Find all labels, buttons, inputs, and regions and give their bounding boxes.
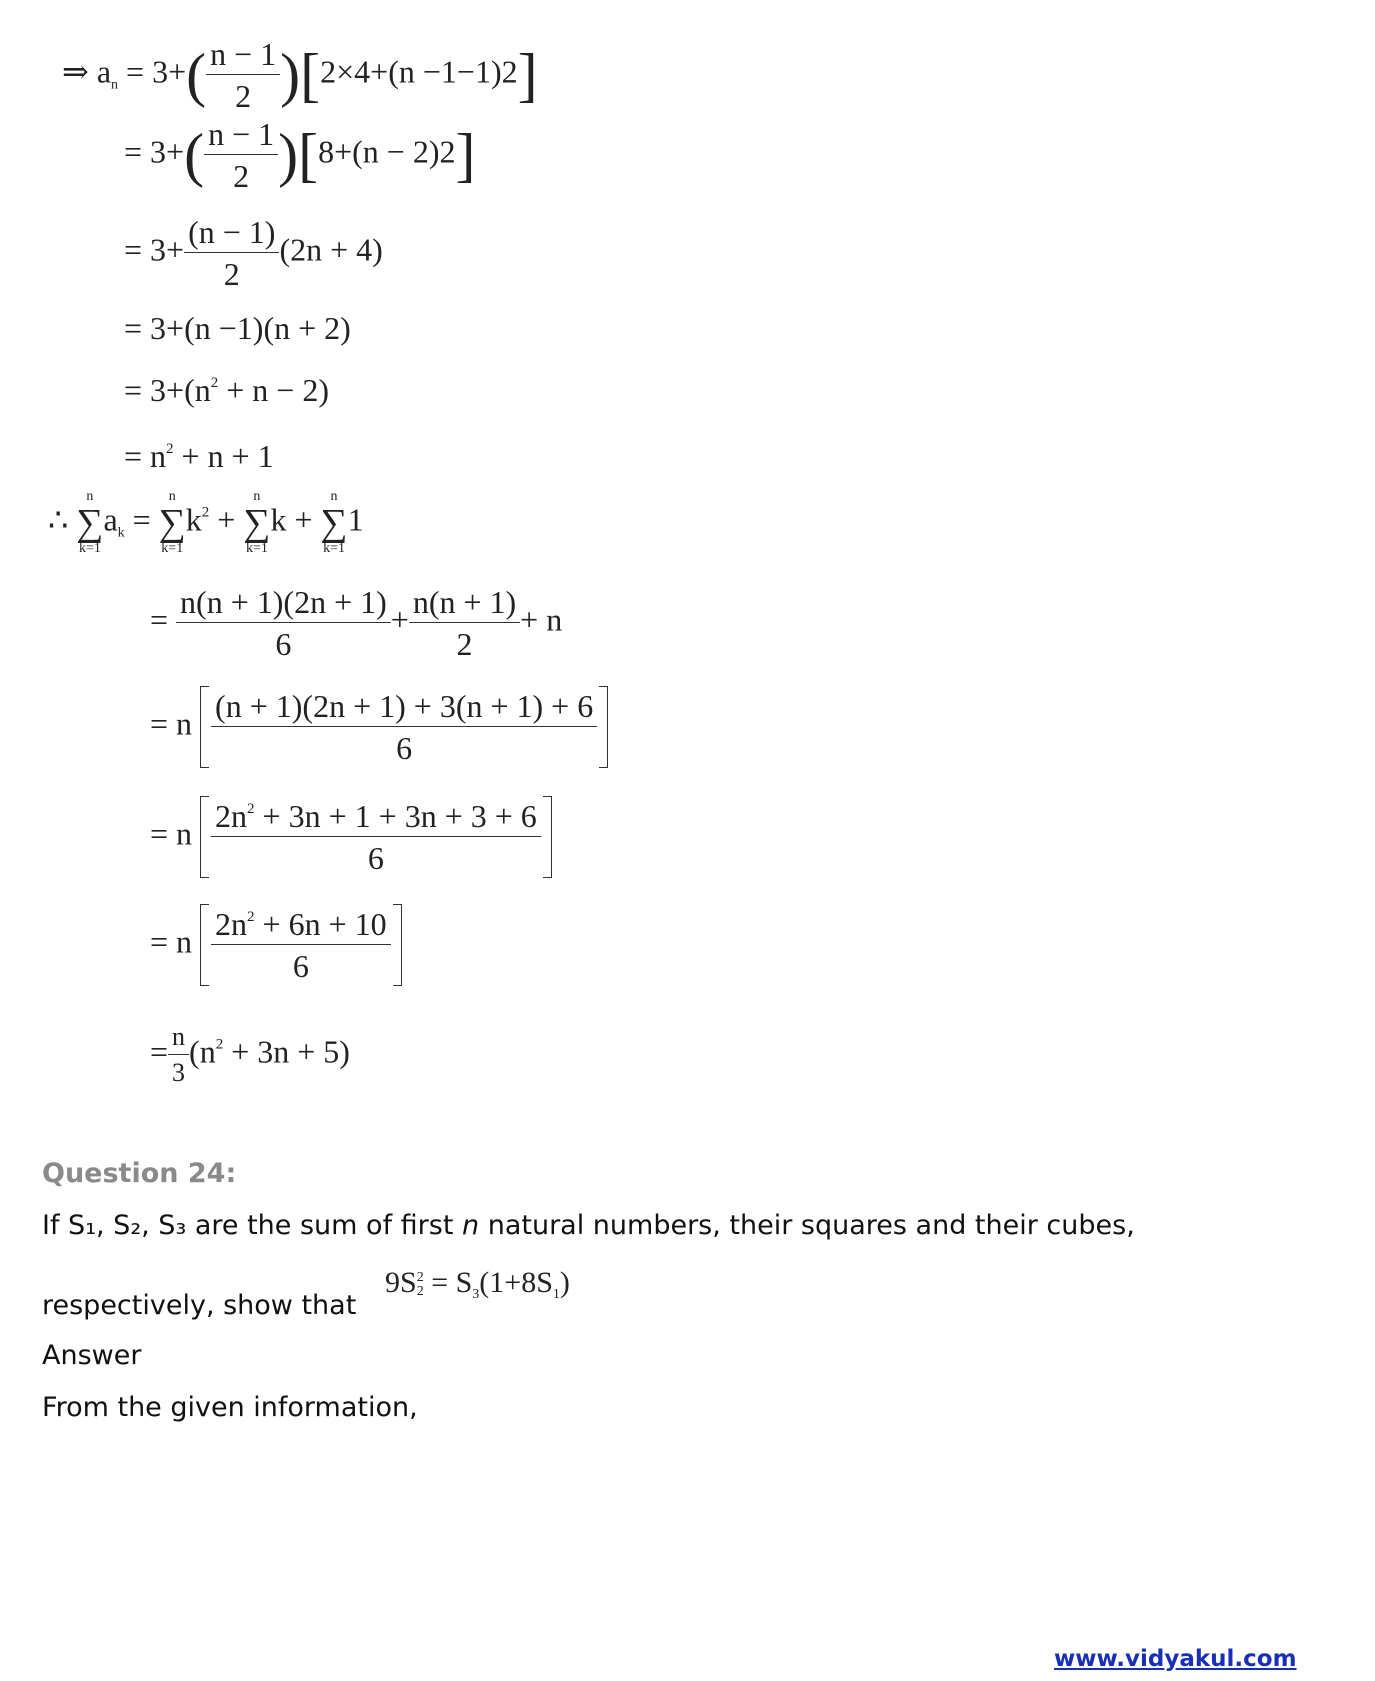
equals: = [124, 501, 159, 538]
step-1 [150, 586, 562, 660]
equals-n: = n [150, 923, 193, 960]
formula-part: = S [423, 1266, 473, 1299]
paren-open: ( [186, 42, 207, 108]
term-a: a [103, 501, 118, 538]
fraction-sum-squares: $\frac{n(n + 1)(2n + 1)}{6}$ [176, 586, 391, 660]
term-k: k [270, 501, 287, 538]
step-4 [150, 904, 402, 986]
exponent: 2 [210, 375, 219, 391]
sum-one: n ∑ k=1 [320, 489, 348, 556]
step-5 [150, 1024, 350, 1086]
implies-an: ⇒ a [62, 53, 112, 90]
bracket-open: [ [300, 42, 321, 108]
fraction: $\frac{2n^2 + 3n + 1 + 3n + 3 + 6}{6}$ [201, 796, 551, 878]
bracket-close: ] [517, 42, 538, 108]
fraction-sum-naturals: $\frac{n(n + 1)}{2}$ [409, 586, 520, 660]
subscript: 1 [552, 1287, 560, 1302]
exponent: 2 [201, 504, 210, 521]
plus: + [209, 501, 244, 538]
eq-three-plus: = 3+ [124, 231, 185, 268]
equation-line-3 [124, 216, 383, 290]
plus: + [286, 501, 321, 538]
equals: = [150, 601, 169, 638]
question-heading: Question 24: [42, 1158, 237, 1189]
fraction: $\frac{(n + 1)(2n + 1) + 3(n + 1) + 6}{6}$ [201, 686, 607, 768]
bracket-fraction [200, 686, 608, 768]
answer-label: Answer [42, 1340, 142, 1371]
bracket-fraction [200, 904, 402, 986]
formula-part: 9S [385, 1266, 417, 1299]
fraction-n-minus-1-over-2: $\frac{n - 1}{2}$ [206, 38, 280, 112]
italic-n: n [462, 1210, 480, 1241]
expr-post: + n + 1 [173, 438, 274, 474]
bracket-fraction [200, 796, 552, 878]
expr-post: + 3n + 5) [223, 1033, 350, 1070]
paren-close: ) [280, 42, 301, 108]
plus: + [390, 601, 409, 638]
exponent: 2 [215, 1036, 224, 1053]
formula-part: (1+8S [479, 1266, 553, 1299]
question-text-line-2: respectively, show that [42, 1290, 357, 1321]
factor-2n-plus-4: (2n + 4) [279, 231, 383, 268]
exponent: 2 [166, 441, 174, 457]
subscript-n: n [111, 77, 119, 93]
equation-line-4 [124, 312, 351, 344]
equals-n: = n [150, 815, 193, 852]
term-one: 1 [347, 501, 364, 538]
fraction-n-over-3: $\frac{n}{3}$ [168, 1024, 189, 1086]
expr-pre: = n [124, 438, 167, 474]
equation-line-6 [124, 440, 274, 472]
subscript: 3 [472, 1287, 480, 1302]
sum-k: n ∑ k=1 [243, 489, 271, 556]
text: natural numbers, their squares and their cubes, [479, 1210, 1135, 1241]
sum-ak: n ∑ k=1 [76, 489, 104, 556]
equals-n: = n [150, 705, 193, 742]
bracket-close: ] [455, 122, 476, 188]
plus-n: + n [520, 601, 563, 638]
paren-open: ( [184, 122, 205, 188]
summation-line [48, 490, 364, 556]
equals: = [150, 1033, 169, 1070]
formula-supsub: 2 2 [416, 1270, 424, 1300]
equation-line-1 [62, 38, 538, 112]
expr-pre: = 3+(n [124, 372, 211, 408]
bracket-open: [ [298, 122, 319, 188]
bracket-content: 2×4+(n −1−1)2 [320, 53, 518, 90]
paren-close: ) [278, 122, 299, 188]
therefore-symbol: ∴ [48, 501, 69, 538]
equation-line-2 [124, 118, 475, 192]
expr-post: + n − 2) [218, 372, 329, 408]
text: If S₁, S₂, S₃ are the sum of first [42, 1210, 463, 1241]
question-formula [385, 1268, 570, 1302]
equation-line-5 [124, 374, 329, 406]
formula-part: ) [559, 1266, 570, 1299]
eq-three-plus: = 3+ [118, 53, 187, 90]
step-2 [150, 686, 608, 768]
term-k: k [185, 501, 202, 538]
bracket-content: 8+(n − 2)2 [318, 133, 456, 170]
question-text-line-1 [42, 1210, 1135, 1241]
eq-three-plus: = 3+ [124, 133, 185, 170]
expansion-product: = 3+(n −1)(n + 2) [124, 310, 351, 346]
fraction-n-minus-1-over-2: $\frac{(n - 1)}{2}$ [184, 216, 279, 290]
sum-k-squared: n ∑ k=1 [158, 489, 186, 556]
fraction: $\frac{2n^2 + 6n + 10}{6}$ [201, 904, 401, 986]
step-3 [150, 796, 552, 878]
fraction-n-minus-1-over-2: $\frac{n - 1}{2}$ [204, 118, 278, 192]
footer-website-link[interactable]: www.vidyakul.com [1054, 1646, 1297, 1672]
expr-pre: (n [189, 1033, 216, 1070]
subscript-k: k [117, 525, 125, 541]
answer-text: From the given information, [42, 1392, 418, 1423]
